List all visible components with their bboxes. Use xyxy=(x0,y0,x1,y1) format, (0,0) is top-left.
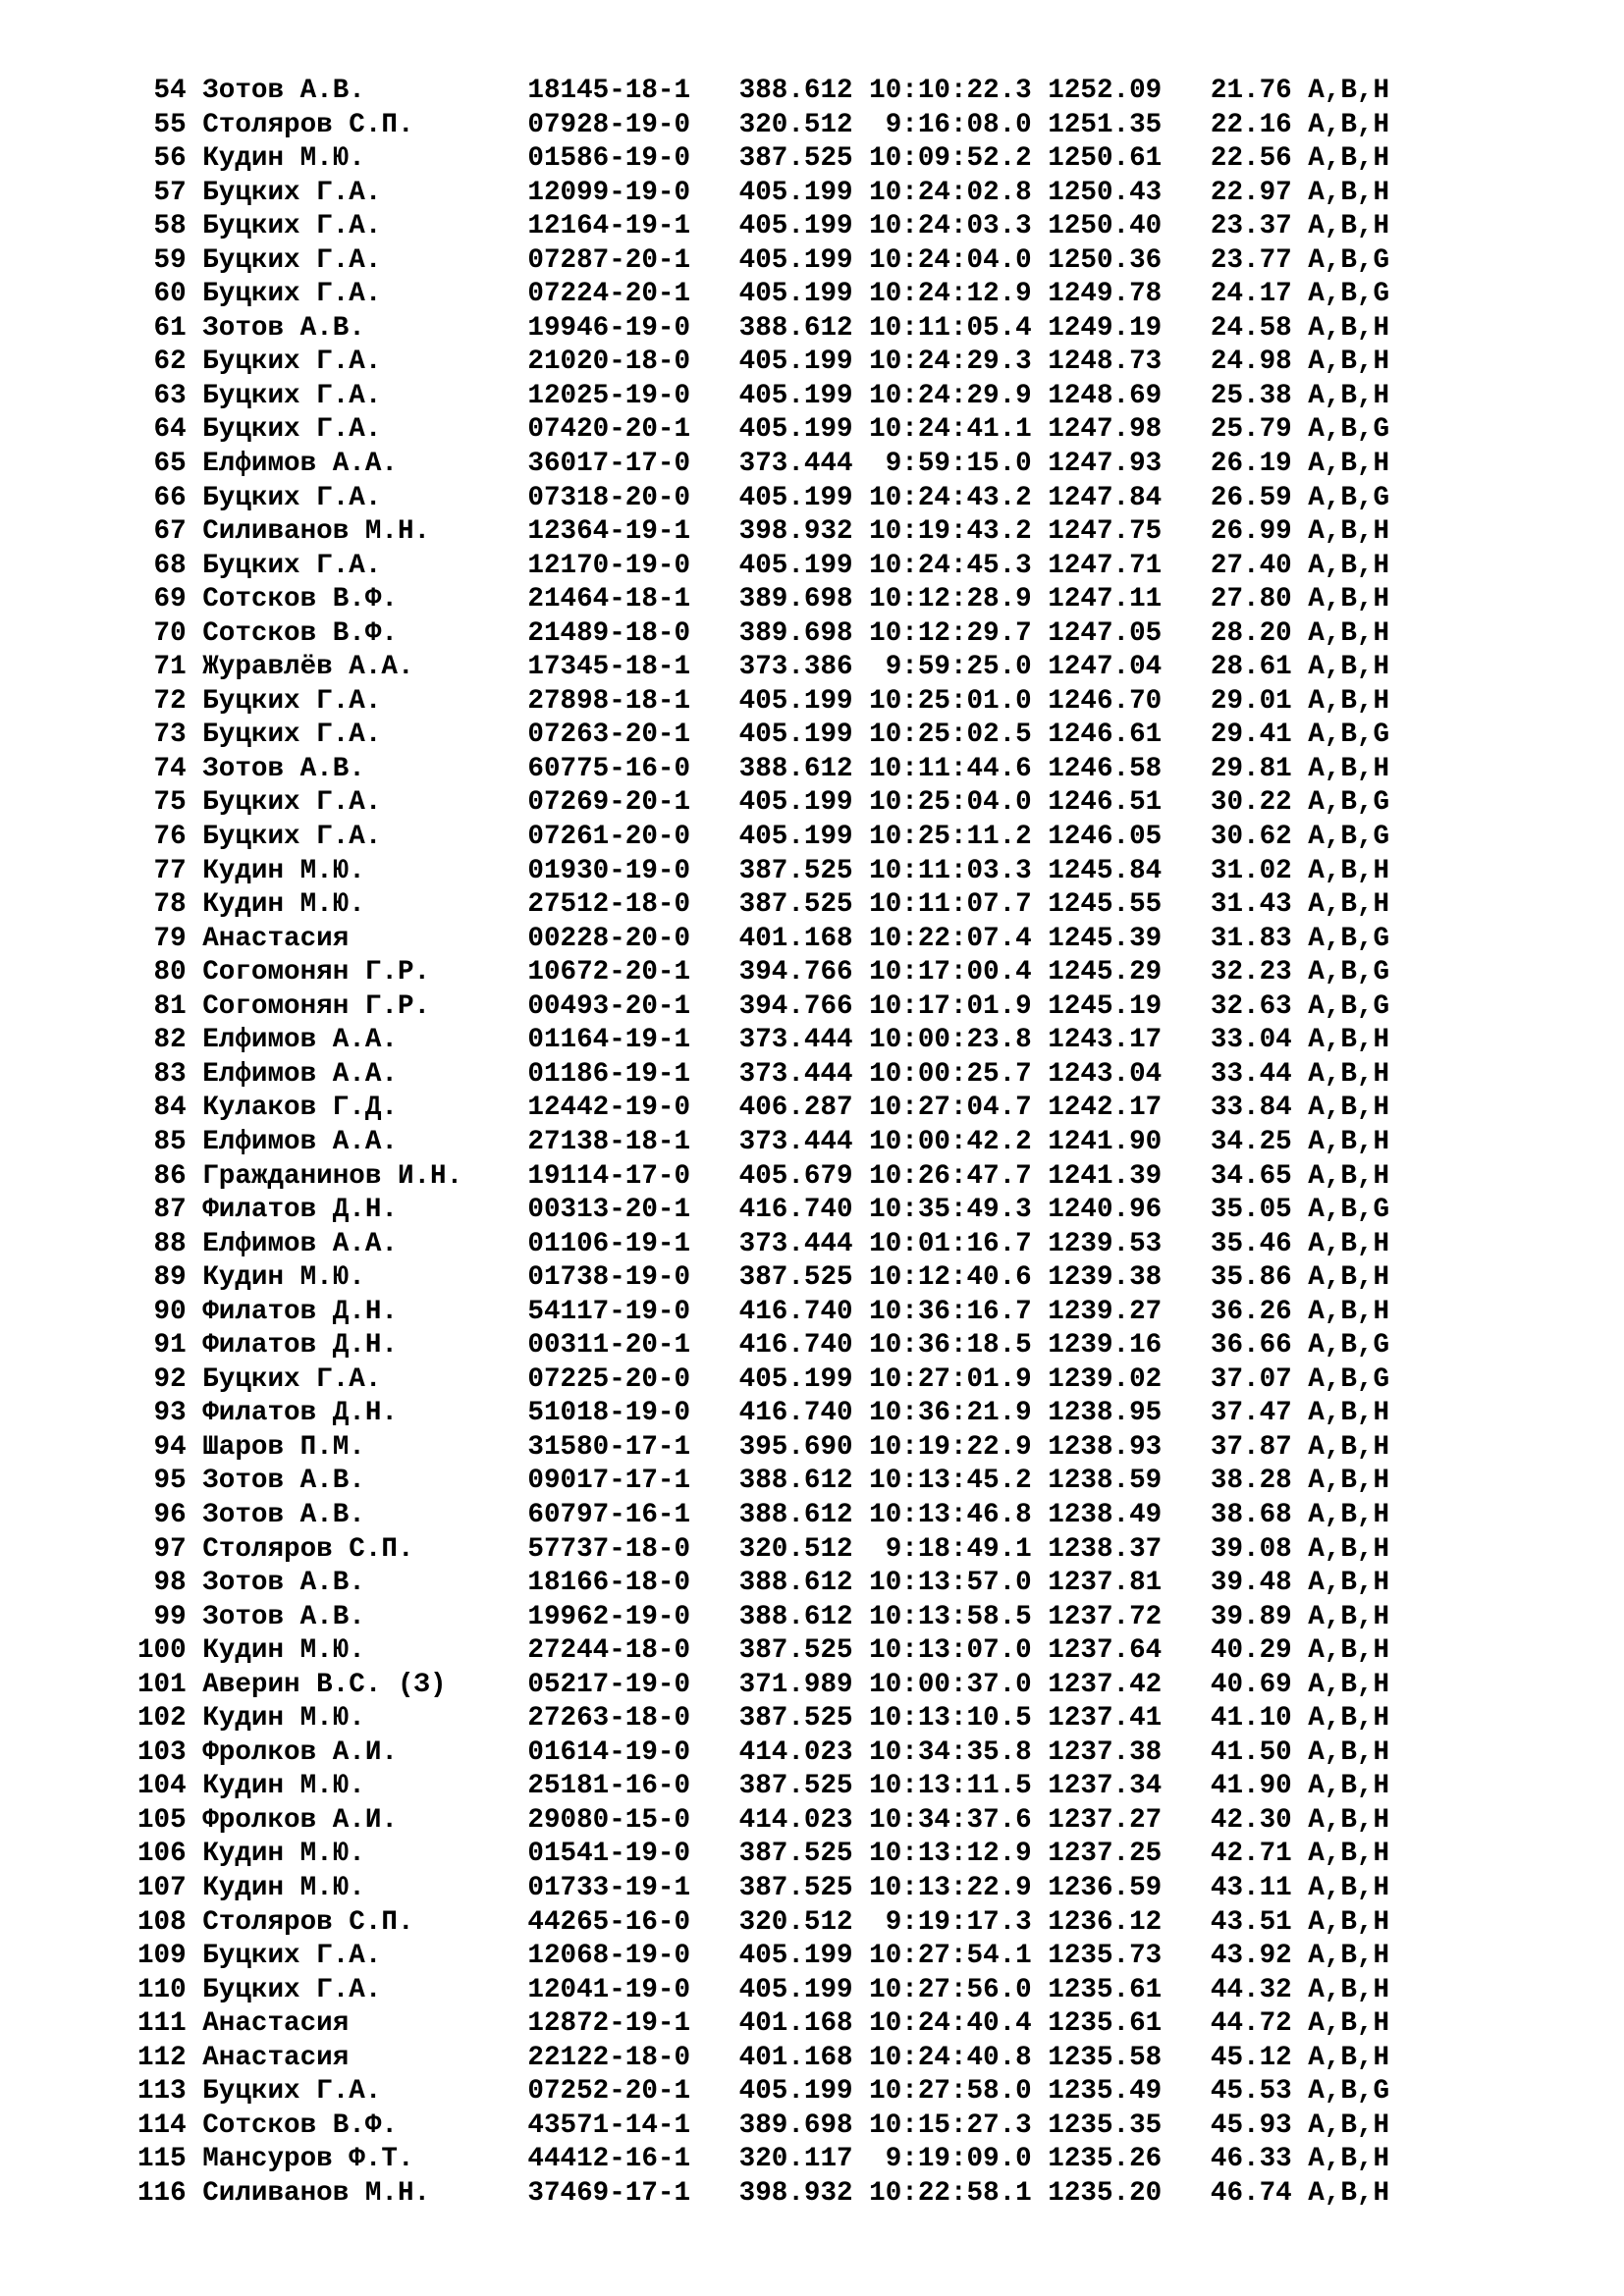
result-row: 79 Анастасия 00228-20-0 401.168 10:22:07.4 1245.39 31.83 A,B,G xyxy=(137,923,1390,954)
result-row: 115 Мансуров Ф.Т. 44412-16-1 320.117 9:19:09.0 1235.26 46.33 A,B,H xyxy=(137,2144,1390,2175)
result-row: 94 Шаров П.М. 31580-17-1 395.690 10:19:22.9 1238.93 37.87 A,B,H xyxy=(137,1431,1390,1463)
result-row: 92 Буцких Г.А. 07225-20-0 405.199 10:27:01.9 1239.02 37.07 A,B,G xyxy=(137,1363,1390,1395)
result-row: 87 Филатов Д.Н. 00313-20-1 416.740 10:35:49.3 1240.96 35.05 A,B,G xyxy=(137,1195,1390,1226)
result-row: 85 Елфимов А.А. 27138-18-1 373.444 10:00:42.2 1241.90 34.25 A,B,H xyxy=(137,1126,1390,1157)
result-row: 84 Кулаков Г.Д. 12442-19-0 406.287 10:27:04.7 1242.17 33.84 A,B,H xyxy=(137,1093,1390,1124)
result-row: 67 Силиванов М.Н. 12364-19-1 398.932 10:19:43.2 1247.75 26.99 A,B,H xyxy=(137,516,1390,548)
result-row: 106 Кудин М.Ю. 01541-19-0 387.525 10:13:12.9 1237.25 42.71 A,B,H xyxy=(137,1839,1390,1870)
result-row: 104 Кудин М.Ю. 25181-16-0 387.525 10:13:11.5 1237.34 41.90 A,B,H xyxy=(137,1771,1390,1802)
result-row: 103 Фролков А.И. 01614-19-0 414.023 10:34:35.8 1237.38 41.50 A,B,H xyxy=(137,1736,1390,1768)
result-row: 112 Анастасия 22122-18-0 401.168 10:24:40.8 1235.58 45.12 A,B,H xyxy=(137,2042,1390,2073)
result-row: 64 Буцких Г.А. 07420-20-1 405.199 10:24:41.1 1247.98 25.79 A,B,G xyxy=(137,414,1390,446)
result-row: 97 Столяров С.П. 57737-18-0 320.512 9:18:49.1 1238.37 39.08 A,B,H xyxy=(137,1533,1390,1565)
result-row: 56 Кудин М.Ю. 01586-19-0 387.525 10:09:52.2 1250.61 22.56 A,B,H xyxy=(137,143,1390,175)
result-row: 109 Буцких Г.А. 12068-19-0 405.199 10:27:54.1 1235.73 43.92 A,B,H xyxy=(137,1941,1390,1972)
result-row: 68 Буцких Г.А. 12170-19-0 405.199 10:24:45.3 1247.71 27.40 A,B,H xyxy=(137,550,1390,581)
result-row: 62 Буцких Г.А. 21020-18-0 405.199 10:24:29.3 1248.73 24.98 A,B,H xyxy=(137,347,1390,378)
result-row: 60 Буцких Г.А. 07224-20-1 405.199 10:24:12.9 1249.78 24.17 A,B,G xyxy=(137,279,1390,310)
result-row: 105 Фролков А.И. 29080-15-0 414.023 10:34:37.6 1237.27 42.30 A,B,H xyxy=(137,1804,1390,1836)
result-row: 100 Кудин М.Ю. 27244-18-0 387.525 10:13:07.0 1237.64 40.29 A,B,H xyxy=(137,1635,1390,1667)
result-row: 81 Согомонян Г.Р. 00493-20-1 394.766 10:17:01.9 1245.19 32.63 A,B,G xyxy=(137,990,1390,1022)
result-row: 80 Согомонян Г.Р. 10672-20-1 394.766 10:17:00.4 1245.29 32.23 A,B,G xyxy=(137,957,1390,988)
result-row: 116 Силиванов М.Н. 37469-17-1 398.932 10:22:58.1 1235.20 46.74 A,B,H xyxy=(137,2177,1390,2209)
result-row: 57 Буцких Г.А. 12099-19-0 405.199 10:24:02.8 1250.43 22.97 A,B,H xyxy=(137,177,1390,208)
result-row: 66 Буцких Г.А. 07318-20-0 405.199 10:24:43.2 1247.84 26.59 A,B,G xyxy=(137,482,1390,513)
result-row: 110 Буцких Г.А. 12041-19-0 405.199 10:27:56.0 1235.61 44.32 A,B,H xyxy=(137,1974,1390,2005)
result-row: 74 Зотов А.В. 60775-16-0 388.612 10:11:44.6 1246.58 29.81 A,B,H xyxy=(137,753,1390,784)
result-row: 72 Буцких Г.А. 27898-18-1 405.199 10:25:01.0 1246.70 29.01 A,B,H xyxy=(137,685,1390,717)
result-row: 102 Кудин М.Ю. 27263-18-0 387.525 10:13:10.5 1237.41 41.10 A,B,H xyxy=(137,1703,1390,1735)
results-list xyxy=(137,75,1389,2211)
result-row: 58 Буцких Г.А. 12164-19-1 405.199 10:24:03.3 1250.40 23.37 A,B,H xyxy=(137,211,1390,242)
result-row: 113 Буцких Г.А. 07252-20-1 405.199 10:27:58.0 1235.49 45.53 A,B,G xyxy=(137,2076,1390,2108)
result-row: 93 Филатов Д.Н. 51018-19-0 416.740 10:36:21.9 1238.95 37.47 A,B,H xyxy=(137,1398,1390,1429)
result-row: 96 Зотов А.В. 60797-16-1 388.612 10:13:46.8 1238.49 38.68 A,B,H xyxy=(137,1499,1390,1530)
result-row: 70 Сотсков В.Ф. 21489-18-0 389.698 10:12:29.7 1247.05 28.20 A,B,H xyxy=(137,617,1390,649)
result-row: 111 Анастасия 12872-19-1 401.168 10:24:40.4 1235.61 44.72 A,B,H xyxy=(137,2008,1390,2040)
result-row: 99 Зотов А.В. 19962-19-0 388.612 10:13:58.5 1237.72 39.89 A,B,H xyxy=(137,1601,1390,1632)
result-row: 65 Елфимов А.А. 36017-17-0 373.444 9:59:15.0 1247.93 26.19 A,B,H xyxy=(137,449,1390,480)
result-row: 69 Сотсков В.Ф. 21464-18-1 389.698 10:12:28.9 1247.11 27.80 A,B,H xyxy=(137,584,1390,615)
result-row: 63 Буцких Г.А. 12025-19-0 405.199 10:24:29.9 1248.69 25.38 A,B,H xyxy=(137,380,1390,411)
result-row: 61 Зотов А.В. 19946-19-0 388.612 10:11:05.4 1249.19 24.58 A,B,H xyxy=(137,312,1390,344)
result-row: 101 Аверин В.С. (З) 05217-19-0 371.989 10:00:37.0 1237.42 40.69 A,B,H xyxy=(137,1669,1390,1700)
result-row: 55 Столяров С.П. 07928-19-0 320.512 9:16:08.0 1251.35 22.16 A,B,H xyxy=(137,109,1390,140)
result-row: 54 Зотов А.В. 18145-18-1 388.612 10:10:22.3 1252.09 21.76 A,B,H xyxy=(137,76,1390,106)
result-row: 76 Буцких Г.А. 07261-20-0 405.199 10:25:11.2 1246.05 30.62 A,B,G xyxy=(137,822,1390,853)
result-row: 107 Кудин М.Ю. 01733-19-1 387.525 10:13:22.9 1236.59 43.11 A,B,H xyxy=(137,1872,1390,1903)
result-row: 98 Зотов А.В. 18166-18-0 388.612 10:13:57.0 1237.81 39.48 A,B,H xyxy=(137,1568,1390,1599)
result-row: 91 Филатов Д.Н. 00311-20-1 416.740 10:36:18.5 1239.16 36.66 A,B,G xyxy=(137,1330,1390,1362)
result-row: 108 Столяров С.П. 44265-16-0 320.512 9:19:17.3 1236.12 43.51 A,B,H xyxy=(137,1906,1390,1938)
result-row: 114 Сотсков В.Ф. 43571-14-1 389.698 10:15:27.3 1235.35 45.93 A,B,H xyxy=(137,2109,1390,2141)
result-row: 88 Елфимов А.А. 01106-19-1 373.444 10:01:16.7 1239.53 35.46 A,B,H xyxy=(137,1228,1390,1259)
result-row: 78 Кудин М.Ю. 27512-18-0 387.525 10:11:07.7 1245.55 31.43 A,B,H xyxy=(137,889,1390,921)
result-row: 71 Журавлёв А.А. 17345-18-1 373.386 9:59:25.0 1247.04 28.61 A,B,H xyxy=(137,652,1390,683)
result-row: 95 Зотов А.В. 09017-17-1 388.612 10:13:45.2 1238.59 38.28 A,B,H xyxy=(137,1466,1390,1497)
result-row: 75 Буцких Г.А. 07269-20-1 405.199 10:25:04.0 1246.51 30.22 A,B,G xyxy=(137,787,1390,819)
result-row: 77 Кудин М.Ю. 01930-19-0 387.525 10:11:03.3 1245.84 31.02 A,B,H xyxy=(137,855,1390,886)
result-row: 59 Буцких Г.А. 07287-20-1 405.199 10:24:04.0 1250.36 23.77 A,B,G xyxy=(137,244,1390,276)
result-row: 86 Гражданинов И.Н. 19114-17-0 405.679 10:26:47.7 1241.39 34.65 A,B,H xyxy=(137,1160,1390,1192)
result-row: 73 Буцких Г.А. 07263-20-1 405.199 10:25:02.5 1246.61 29.41 A,B,G xyxy=(137,720,1390,751)
result-row: 82 Елфимов А.А. 01164-19-1 373.444 10:00:23.8 1243.17 33.04 A,B,H xyxy=(137,1025,1390,1056)
result-row: 90 Филатов Д.Н. 54117-19-0 416.740 10:36:16.7 1239.27 36.26 A,B,H xyxy=(137,1296,1390,1327)
result-row: 89 Кудин М.Ю. 01738-19-0 387.525 10:12:40.6 1239.38 35.86 A,B,H xyxy=(137,1262,1390,1294)
result-row: 83 Елфимов А.А. 01186-19-1 373.444 10:00:25.7 1243.04 33.44 A,B,H xyxy=(137,1058,1390,1090)
